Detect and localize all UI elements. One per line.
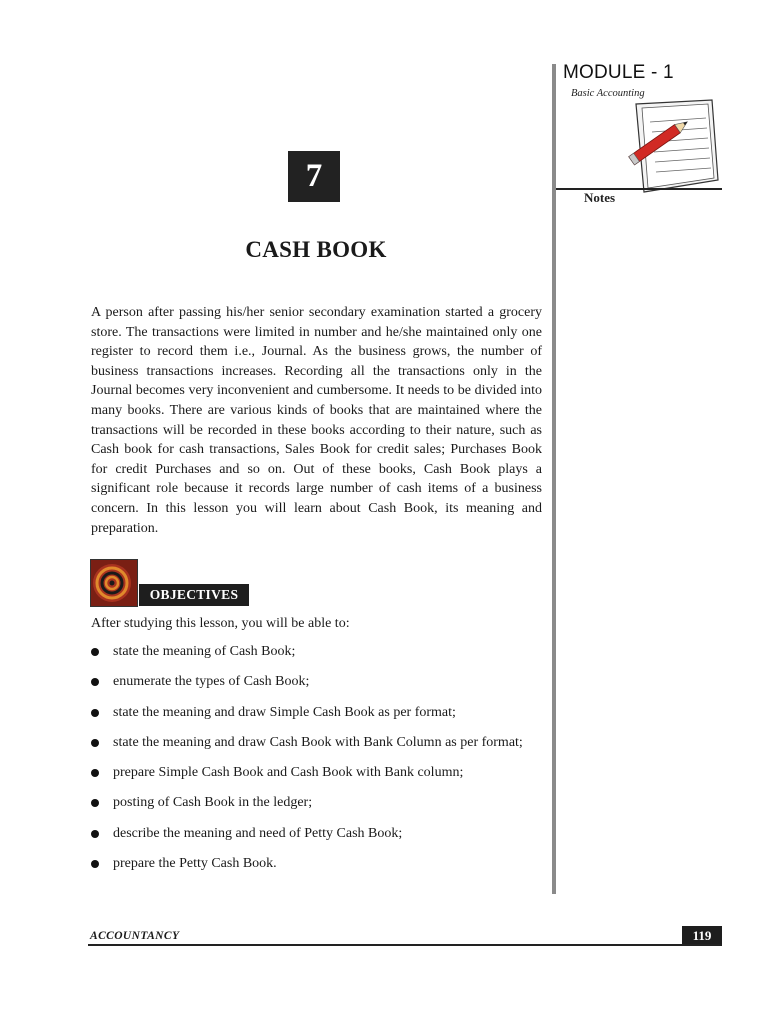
bullet-icon — [91, 648, 99, 656]
list-item: state the meaning and draw Simple Cash Book as per format; — [91, 705, 546, 735]
objectives-list — [91, 644, 546, 886]
objectives-intro: After studying this lesson, you will be able to: — [91, 616, 350, 631]
bullet-icon — [91, 830, 99, 838]
bullet-icon — [91, 799, 99, 807]
bullet-icon — [91, 739, 99, 747]
bullet-icon — [91, 860, 99, 868]
list-item: posting of Cash Book in the ledger; — [91, 795, 546, 825]
list-item: describe the meaning and need of Petty Cash Book; — [91, 826, 546, 856]
list-item: prepare Simple Cash Book and Cash Book with Bank column; — [91, 765, 546, 795]
bullet-icon — [91, 709, 99, 717]
list-item: state the meaning and draw Cash Book with Bank Column as per format; — [91, 735, 546, 765]
footer-rule — [88, 944, 722, 946]
list-item: prepare the Petty Cash Book. — [91, 856, 546, 886]
target-icon — [90, 559, 138, 612]
page-number: 119 — [682, 926, 722, 945]
module-subtitle: Basic Accounting — [571, 88, 645, 99]
chapter-title: CASH BOOK — [245, 237, 387, 262]
chapter-number: 7 — [288, 151, 340, 202]
bullet-icon — [91, 678, 99, 686]
module-title: MODULE - 1 — [563, 62, 674, 83]
list-item: state the meaning of Cash Book; — [91, 644, 546, 674]
objectives-label: OBJECTIVES — [139, 584, 249, 606]
footer-subject: ACCOUNTANCY — [90, 930, 180, 942]
bullet-icon — [91, 769, 99, 777]
list-item: enumerate the types of Cash Book; — [91, 674, 546, 704]
notes-label: Notes — [584, 190, 616, 205]
notes-rule — [556, 188, 722, 190]
intro-paragraph: A person after passing his/her senior secondary examination started a grocery store. The transactions were limited in number and he/she maintained only one register to record them i.e., Journal. As the business grows, the number of business transactions increases. Recording all the transactions only in the Journal becomes very inconvenient and cumbersome. It needs to be divided into many books. There are various kinds of books that are maintained where the transactions will be recorded in these books according to their nature, such as Cash book for cash transactions, Sales Book for credit sales; Purchases Book for credit Purchases and so on. Out of these books, Cash Book plays a significant role because it records large number of cash items of a business concern. In this lesson you will learn about Cash Book, its meaning and preparation. — [91, 305, 542, 536]
